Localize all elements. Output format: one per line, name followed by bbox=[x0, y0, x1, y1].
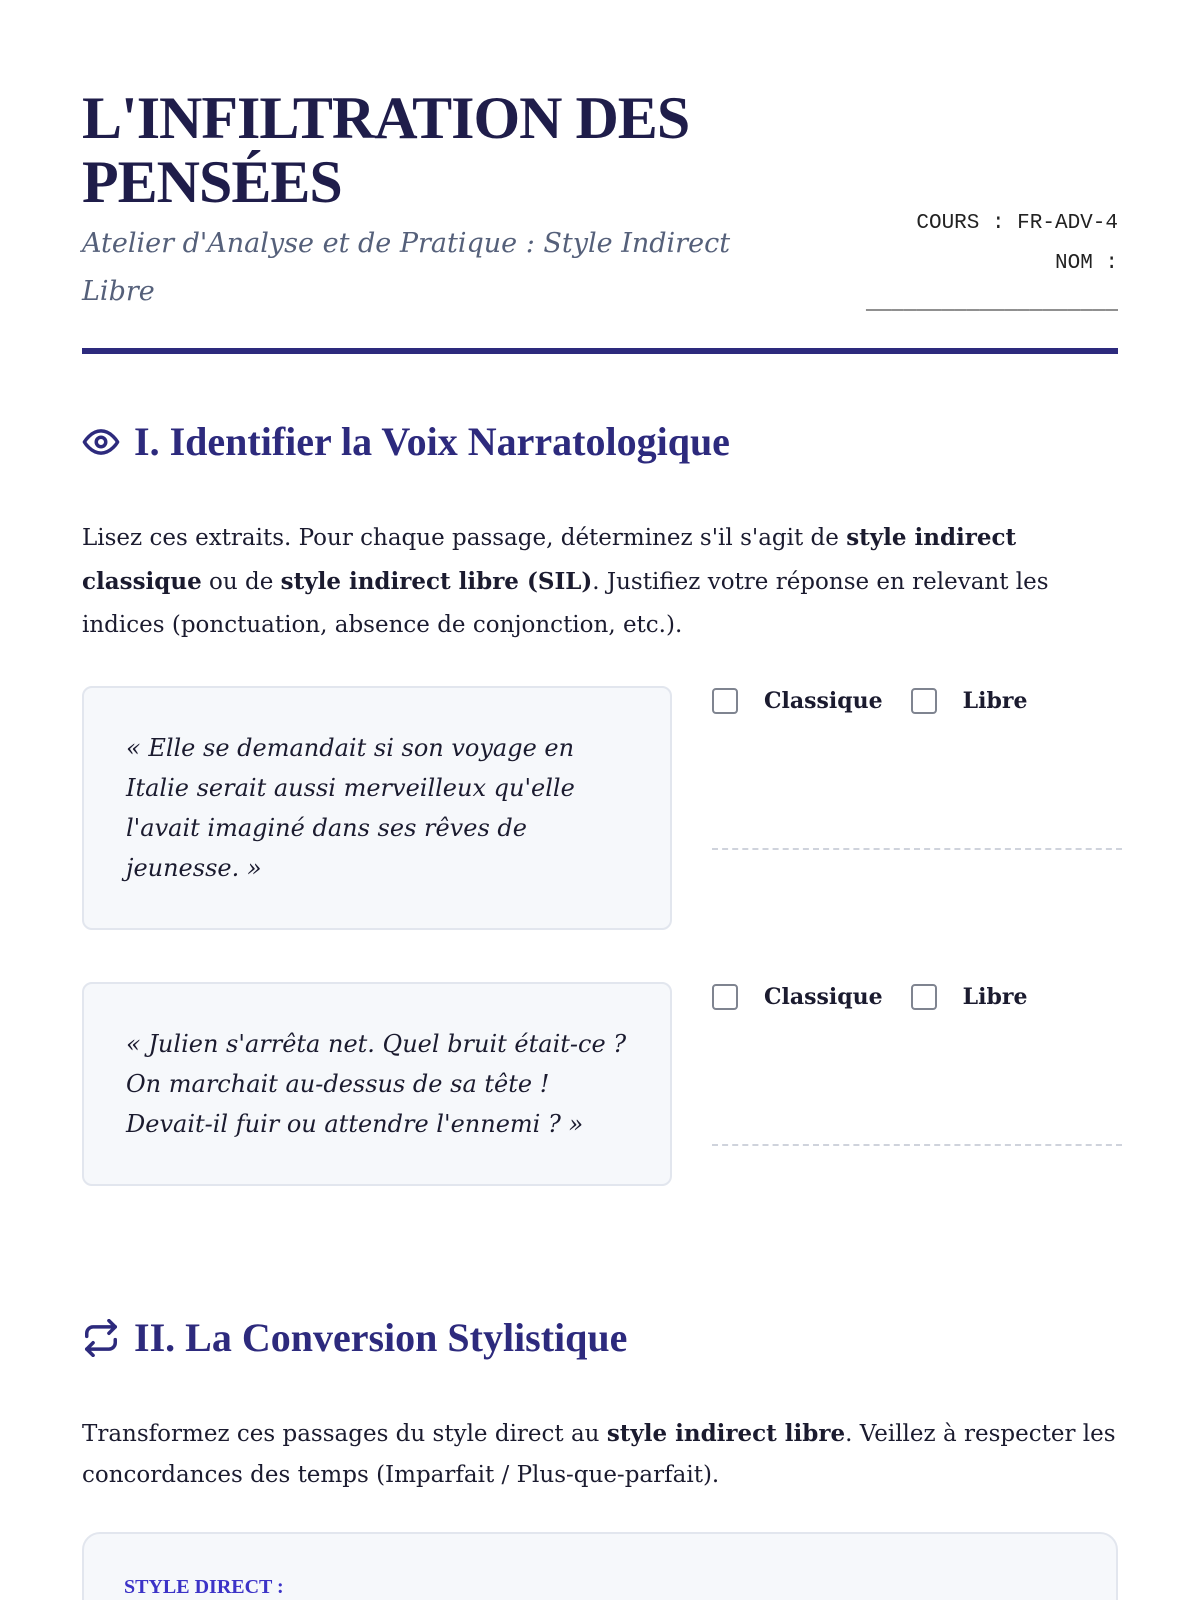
instructions-bold-2: style indirect libre (SIL) bbox=[280, 568, 593, 595]
checkbox-libre-2[interactable] bbox=[911, 984, 937, 1010]
instructions-text-3: . Justifiez votre réponse en relevant les indices (ponctuation, absence de conjonction, etc.). bbox=[82, 569, 1049, 638]
checkbox-libre-1[interactable] bbox=[911, 688, 937, 714]
checkbox-classique-2[interactable] bbox=[712, 984, 738, 1010]
section-1-heading: I. Identifier la Voix Narratologique bbox=[134, 419, 730, 464]
justification-line-2[interactable] bbox=[712, 1144, 1122, 1146]
checkbox-classique-1[interactable] bbox=[712, 688, 738, 714]
instructions2-text-2: . Veillez à respecter les concordances des temps (Imparfait / Plus-que-parfait). bbox=[82, 1421, 1116, 1488]
justification-line-1[interactable] bbox=[712, 848, 1122, 850]
excerpt-2: « Julien s'arrêta net. Quel bruit était-ce ? On marchait au-dessus de sa tête ! Devait-il fuir ou attendre l'ennemi ? » bbox=[82, 982, 672, 1186]
answer-area-1 bbox=[712, 688, 1122, 850]
repeat-arrows-icon bbox=[82, 1319, 120, 1357]
answer-area-2 bbox=[712, 984, 1122, 1146]
style-direct-label: STYLE DIRECT : bbox=[124, 1576, 284, 1598]
worksheet-header bbox=[82, 86, 1118, 356]
course-code: COURS : FR-ADV-4 bbox=[916, 212, 1118, 235]
instructions2-text-1: Transformez ces passages du style direct au bbox=[82, 1421, 607, 1447]
section-2-heading: II. La Conversion Stylistique bbox=[134, 1315, 628, 1360]
instructions-text-2: ou de bbox=[201, 569, 281, 595]
header-divider bbox=[82, 348, 1118, 354]
eye-icon bbox=[82, 423, 120, 461]
choice-label-classique-2: Classique bbox=[764, 984, 883, 1010]
section-1-instructions bbox=[82, 516, 1118, 647]
title-line-2: PENSÉES bbox=[82, 149, 342, 215]
title-line-1: L'INFILTRATION DES bbox=[82, 85, 690, 151]
name-field[interactable]: ____________________ bbox=[865, 292, 1118, 315]
choice-label-libre-1: Libre bbox=[962, 688, 1028, 714]
page-subtitle: Atelier d'Analyse et de Pratique : Style Indirect Libre bbox=[82, 228, 731, 307]
conversion-card bbox=[82, 1532, 1118, 1600]
section-2-instructions bbox=[82, 1413, 1118, 1496]
choice-group-1 bbox=[712, 688, 1122, 714]
choice-label-classique-1: Classique bbox=[764, 688, 883, 714]
page-title bbox=[82, 86, 782, 214]
excerpt-1: « Elle se demandait si son voyage en Italie serait aussi merveilleux qu'elle l'avait imaginé dans ses rêves de jeunesse. » bbox=[82, 686, 672, 930]
instructions2-bold: style indirect libre bbox=[606, 1420, 846, 1447]
section-2-title bbox=[82, 1314, 627, 1361]
instructions-text-1: Lisez ces extraits. Pour chaque passage, déterminez s'il s'agit de bbox=[82, 525, 847, 551]
section-1-title bbox=[82, 418, 730, 465]
choice-group-2 bbox=[712, 984, 1122, 1010]
instructions-bold-1: style indirect classique bbox=[82, 524, 1017, 595]
course-meta bbox=[866, 204, 1118, 324]
choice-label-libre-2: Libre bbox=[962, 984, 1028, 1010]
name-label: NOM : bbox=[1054, 252, 1118, 275]
